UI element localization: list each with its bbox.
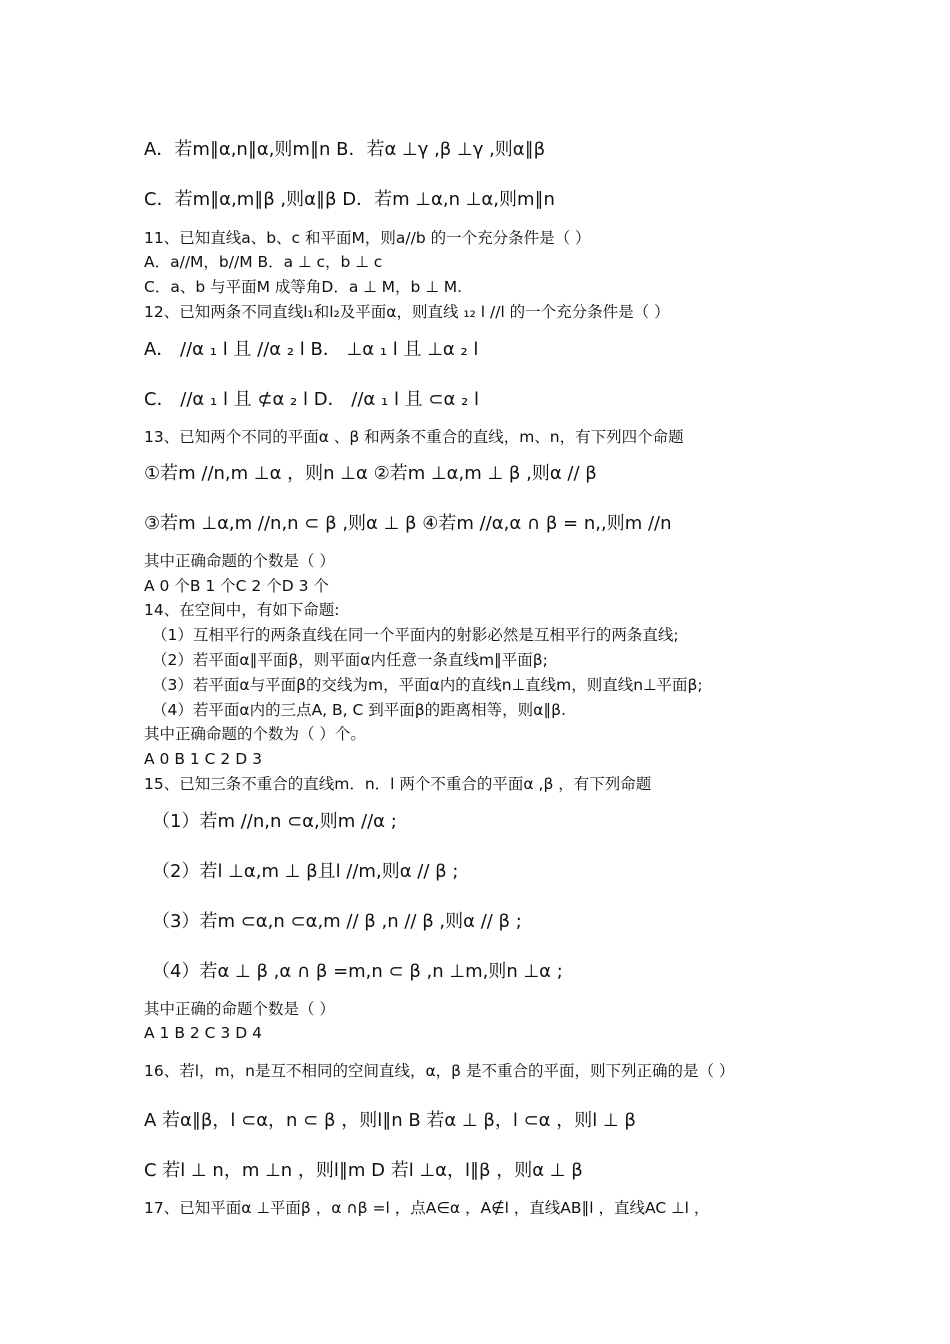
q11-options-cd: C．a、b 与平面M 成等角D．a ⊥ M，b ⊥ M. <box>144 278 463 296</box>
q17-stem: 17、已知平面α ⊥平面β ，α ∩β =l ，点A∈α ，A∉l ，直线AB∥l ，直线AC ⊥l ， <box>144 1199 710 1217</box>
q15-options: A 1 B 2 C 3 D 4 <box>144 1024 262 1042</box>
q14-options: A 0 B 1 C 2 D 3 <box>144 750 262 768</box>
q15-prop-3: （3）若m ⊂α,n ⊂α,m // β ,n // β ,则α // β ; <box>152 911 522 932</box>
q10-options-cd: C．若m∥α,m∥β ,则α∥β D．若m ⊥α,n ⊥α,则m∥n <box>144 189 555 210</box>
q12-stem: 12、已知两条不同直线l₁和l₂及平面α，则直线 ₁₂ l //l 的一个充分条件是（ ） <box>144 303 670 321</box>
q13-ask: 其中正确命题的个数是（ ） <box>144 552 335 570</box>
q14-ask: 其中正确命题的个数为（ ）个。 <box>144 725 366 743</box>
q15-prop-4: （4）若α ⊥ β ,α ∩ β =m,n ⊂ β ,n ⊥m,则n ⊥α ; <box>152 961 563 982</box>
q16-options-cd: C 若l ⊥ n，m ⊥n ，则l∥m D 若l ⊥α，l∥β ，则α ⊥ β <box>144 1160 583 1181</box>
q16-options-ab: A 若α∥β，l ⊂α，n ⊂ β ，则l∥n B 若α ⊥ β，l ⊂α ，则l ⊥ β <box>144 1110 636 1131</box>
q14-prop-4: （4）若平面α内的三点A, B, C 到平面β的距离相等，则α∥β. <box>152 701 566 719</box>
q13-stem: 13、已知两个不同的平面α 、β 和两条不重合的直线，m、n，有下列四个命题 <box>144 428 684 446</box>
q15-prop-2: （2）若l ⊥α,m ⊥ β且l //m,则α // β ; <box>152 861 459 882</box>
q13-props-3-4: ③若m ⊥α,m //n,n ⊂ β ,则α ⊥ β ④若m //α,α ∩ β = n,,则m //n <box>144 513 672 534</box>
q11-options-ab: A．a//M，b//M B．a ⊥ c，b ⊥ c <box>144 253 383 271</box>
q14-prop-3: （3）若平面α与平面β的交线为m，平面α内的直线n⊥直线m，则直线n⊥平面β; <box>152 676 703 694</box>
q10-options-ab: A．若m∥α,n∥α,则m∥n B．若α ⊥γ ,β ⊥γ ,则α∥β <box>144 139 546 160</box>
q15-ask: 其中正确的命题个数是（ ） <box>144 1000 335 1018</box>
q12-options-ab: A． //α ₁ l 且 //α ₂ l B． ⊥α ₁ l 且 ⊥α ₂ l <box>144 339 479 360</box>
q12-options-cd: C． //α ₁ l 且 ⊄α ₂ l D． //α ₁ l 且 ⊂α ₂ l <box>144 389 480 410</box>
q14-prop-2: （2）若平面α∥平面β，则平面α内任意一条直线m∥平面β; <box>152 651 548 669</box>
q13-options: A 0 个B 1 个C 2 个D 3 个 <box>144 577 329 595</box>
q15-stem: 15、已知三条不重合的直线m．n．l 两个不重合的平面α ,β ，有下列命题 <box>144 775 652 793</box>
q14-stem: 14、在空间中，有如下命题: <box>144 601 340 619</box>
q13-props-1-2: ①若m //n,m ⊥α ，则n ⊥α ②若m ⊥α,m ⊥ β ,则α // β <box>144 463 597 484</box>
q15-prop-1: （1）若m //n,n ⊂α,则m //α ; <box>152 811 397 832</box>
q16-stem: 16、若l，m，n是互不相同的空间直线，α，β 是不重合的平面，则下列正确的是（ ） <box>144 1062 735 1080</box>
q14-prop-1: （1）互相平行的两条直线在同一个平面内的射影必然是互相平行的两条直线; <box>152 626 679 644</box>
q11-stem: 11、已知直线a、b、c 和平面M，则a//b 的一个充分条件是（ ） <box>144 229 591 247</box>
